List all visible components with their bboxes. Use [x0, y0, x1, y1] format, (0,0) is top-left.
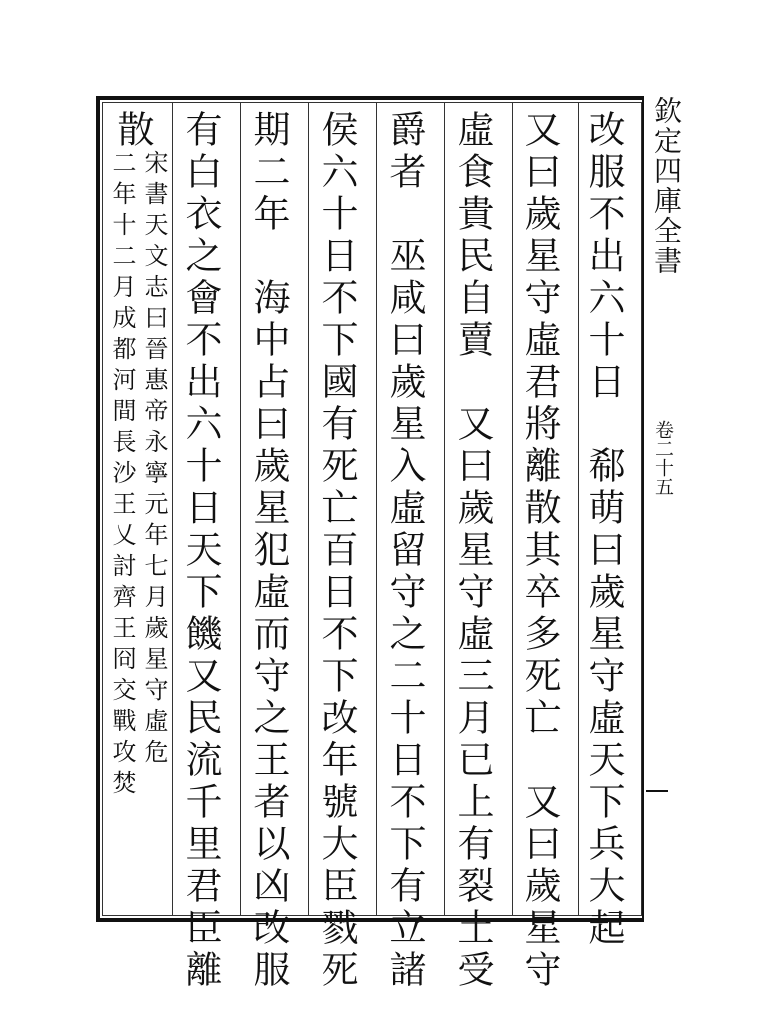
book-title: 欽定四庫全書	[650, 96, 683, 276]
column-rule	[240, 102, 241, 916]
text-column-4: 爵者 巫咸曰歲星入虛留守之二十日不下有立諸	[383, 110, 426, 992]
text-column-2: 又曰歲星守虛君將離散其卒多死亡 又曰歲星守	[518, 110, 561, 992]
juan-number: 卷二十五	[652, 420, 674, 496]
margin-tick	[646, 790, 668, 792]
text-column-3: 虛食貴民自賣 又曰歲星守虛三月已上有裂土受	[451, 110, 494, 992]
margin-edge	[642, 330, 644, 920]
column-rule	[172, 102, 173, 916]
text-column-1: 改服不出六十日 郗萌曰歲星守虛天下兵大起	[582, 110, 625, 950]
text-column-6: 期二年 海中占曰歲星犯虛而守之王者以凶改服	[247, 110, 290, 992]
annotation-column-2: 二年十二月成都河間長沙王乂討齊王冏交戰攻焚	[108, 150, 136, 801]
text-column-7: 有白衣之會不出六十日天下饑又民流千里君臣離	[179, 110, 222, 992]
column-rule	[308, 102, 309, 916]
column-rule	[376, 102, 377, 916]
annotation-column-1: 宋書天文志曰晉惠帝永寧元年七月歲星守虛危	[140, 150, 168, 770]
text-column-5: 侯六十日不下國有死亡百日不下改年號大臣戮死	[315, 110, 358, 992]
column-rule	[444, 102, 445, 916]
column-rule	[512, 102, 513, 916]
text-column-8: 散	[111, 110, 154, 152]
column-rule	[578, 102, 579, 916]
